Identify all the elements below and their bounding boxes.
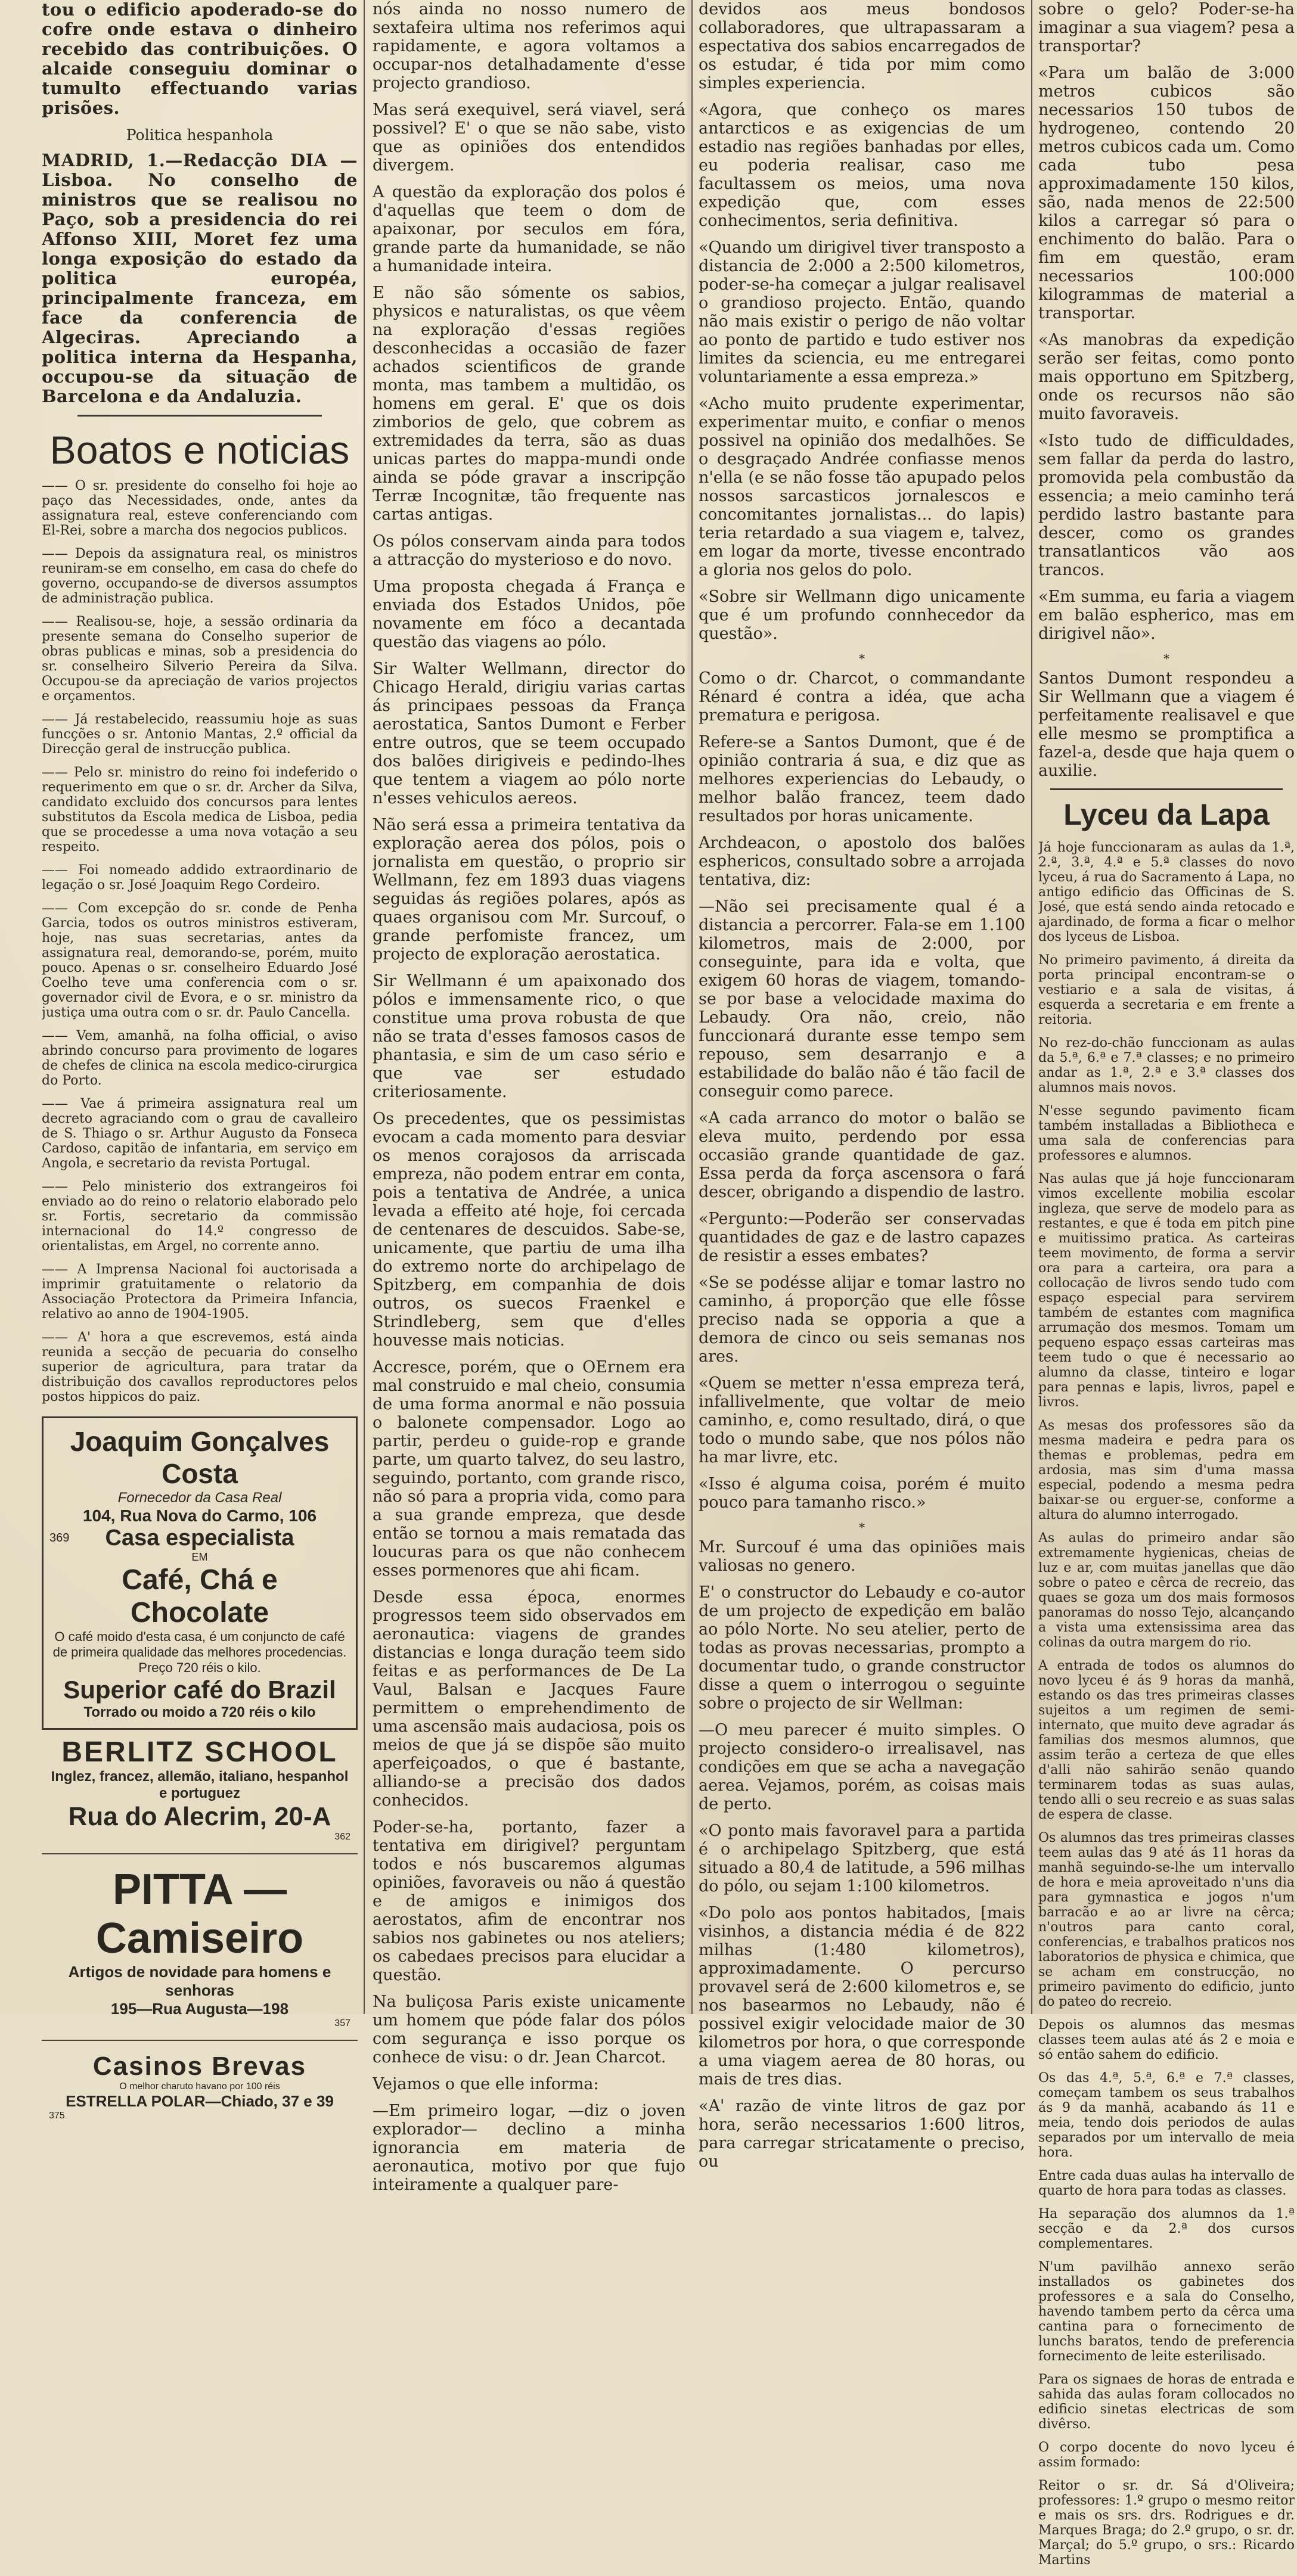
column-4 xyxy=(1038,0,1295,2576)
lyceu-paragraph: No primeiro pavimento, á direita da porta principal encontram-se o vestiario e a sala de visitas, á esquerda a secretaria e em frente a reitoria. xyxy=(1038,953,1295,1027)
lyceu-paragraph: Os das 4.ª, 5.ª, 6.ª e 7.ª classes, começam tambem os seus trabalhos ás 9 da manhã, acabando ás 11 e meia, tendo dois periodos de aulas separados por um intervallo de meia hora. xyxy=(1038,2071,1295,2160)
asterisk-divider: * xyxy=(859,651,865,666)
news-item: —— Vem, amanhã, na folha official, o aviso abrindo concurso para provimento de logares de chefes de clinica na escola medico-cirurgica do Porto. xyxy=(42,1028,358,1088)
ad-joaquim-costa xyxy=(42,1416,358,1730)
article-paragraph: Vejamos o que elle informa: xyxy=(373,2075,599,2093)
article-paragraph: —Em primeiro logar, —diz o joven explorador— declino a minha ignorancia em materia de aeronautica, motivo por que fujo inteiramente a qualquer pare- xyxy=(373,2102,685,2194)
politica-hespanhola-title: Politica hespanhola xyxy=(126,126,274,144)
article-paragraph: devidos aos meus bondosos collaboradores, que ultrapassaram a espectativa dos sabios encarregados de os estudar, é tida por mim como simples experiencia. xyxy=(699,0,1025,92)
ad-berlitz-address: Rua do Alecrim, 20-A xyxy=(68,1802,331,1831)
article-paragraph: Archdeacon, o apostolo dos balões esphericos, consultado sobre a arrojada tentativa, diz: xyxy=(699,834,1025,889)
ad-casinos-address: ESTRELLA POLAR—Chiado, 37 e 39 xyxy=(66,2092,334,2110)
lyceu-paragraph: Entre cada duas aulas ha intervallo de quarto de hora para todas as classes. xyxy=(1038,2168,1295,2198)
lyceu-paragraph: Para os signaes de horas de entrada e sahida das aulas foram collocados no edificio sinetas electricas de som divêrso. xyxy=(1038,2372,1295,2432)
news-item: —— A' hora a que escrevemos, está ainda reunida a secção de pecuaria do conselho superior de agricultura, para tratar da distribuição dos cavallos reproductores pelos postos hippicos do paiz. xyxy=(42,1330,358,1404)
lyceu-paragraph: Ha separação dos alumnos da 1.ª secção e da 2.ª dos cursos complementares. xyxy=(1038,2207,1295,2251)
lyceu-paragraph: N'um pavilhão annexo serão installados os gabinetes dos professores e a sala do Conselho, havendo tambem perto da cêrca uma cantina para o fornecimento de lunchs baratos, tendo de preferencia fornecimento de leite esterilisado. xyxy=(1038,2260,1295,2364)
news-item: —— Com excepção do sr. conde de Penha Garcia, todos os outros ministros estiveram, hoje, nas suas secretarias, antes da assignatura real, demorando-se, porém, muito pouco. Apenas o sr. conselheiro Eduardo José Coelho teve uma conferencia com o sr. governador civil de Evora, e o sr. ministro da justiça uma outra com o sr. dr. Paulo Cancella. xyxy=(42,901,358,1020)
article-paragraph: «Para um balão de 3:000 metros cubicos são necessarios 150 tubos de hydrogeneo, contendo 20 metros cubicos cada um. Como cada tubo pesa approximadamente 150 kilos, são, nada menos de 22:500 kilos a carregar só para o enchimento do balão. Para o fim em questão, eram necessarios 100:000 kilogrammas de material a transportar. xyxy=(1038,64,1295,322)
ad-costa-name: Joaquim Gonçalves Costa xyxy=(70,1426,330,1489)
lyceu-paragraph: No rez-do-chão funccionam as aulas da 5.ª, 6.ª e 7.ª classes; e no primeiro andar as 1.ª, 2.ª e 3.ª classes dos alumnos mais novos. xyxy=(1038,1036,1295,1095)
article-paragraph: «Em summa, eu faria a viagem em balão espherico, mas em dirigivel não». xyxy=(1038,588,1295,643)
lyceu-paragraph: Reitor o sr. dr. Sá d'Oliveira; professores: 1.º grupo o mesmo reitor e mais os srs. drs. Rodrigues e dr. Marques Braga; do 2.º grupo, o sr. dr. Marçal; do 5.º grupo, o srs.: Ricardo Martins xyxy=(1038,2478,1295,2568)
article-paragraph: A questão da exploração dos polos é d'aquellas que teem o dom de apaixonar, por seculos em fóra, grande parte da humanidade, se não a humanidade inteira. xyxy=(373,183,685,275)
article-paragraph: «Acho muito prudente experimentar, experimentar muito, e confiar o menos possivel na opinião dos medalhões. Se o desgraçado Andrée confiasse menos n'ella (e se não fosse tão apupado pelos nossos sarcasticos jornalescos e concomitantes jornalistas... do lapis) teria retardado a sua viagem e, talvez, em logar da morte, tivesse encontrado a gloria nos gelos do polo. xyxy=(699,394,1025,579)
column-rule-3 xyxy=(1031,0,1032,2014)
ad-pitta-address: 195—Rua Augusta—198 xyxy=(110,2000,289,2018)
lyceu-paragraph: As aulas do primeiro andar são extremamente hygienicas, cheias de luz e ar, com muitas janellas que dão sobre o pateo e cêrca de recreio, das quaes se goza um dos mais formosos panoramas do nosso Tejo, alcançando a vista uma extensissima area das colinas da outra margem do rio. xyxy=(1038,1531,1295,1650)
article-paragraph: Como o dr. Charcot, o commandante Rénard é contra a idéa, que acha prematura e perigosa. xyxy=(699,669,1025,725)
ad-berlitz-name: BERLITZ SCHOOL xyxy=(61,1736,338,1768)
ad-pitta xyxy=(42,1859,358,2035)
ad-costa-superior: Superior café do Brazil xyxy=(63,1676,336,1704)
ad-berlitz-number: 362 xyxy=(334,1832,350,1842)
column-3 xyxy=(699,0,1025,2179)
lyceu-paragraph: Nas aulas que já hoje funccionaram vimos excellente mobilia escolar ingleza, que serve de modelo para as restantes, e que é toda em pitch pine e muitissimo pratica. As carteiras teem movimento, de forma a servir ora para a carteira, ora para a collocação de livros sendo tudo com espaço especial para servirem também de estantes com magnifica arrumação dos mesmos. Tomam um pequeno espaço essas carteiras mas teem tudo o que é necessario ao alumno da classe, tinteiro e logar para pennas e lapis, livros, papel e livros. xyxy=(1038,1172,1295,1410)
lyceu-paragraph: Os alumnos das tres primeiras classes teem aulas das 9 até ás 11 horas da manhã seguindo-se-lhe um intervallo de hora e meia aproveitado n'uns dia para gymnastica e jogos n'um barracão e ao ar livre na cêrca; n'outros para canto coral, conferencias, e trabalhos praticos nos laboratorios de physica e chimica, que se acham em construcção, no primeiro pavimento do edificio, junto do pateo do recreio. xyxy=(1038,1831,1295,2009)
article-paragraph: E não são sómente os sabios, physicos e naturalistas, os que vêem na exploração d'essas regiões desconhecidas a occasião de fazer achados scientificos de grande monta, mas tambem a multidão, os homens em geral. E' que os dois zimborios de gelo, que cobrem as extremidades da terra, são as duas unicas partes do mappa-mundi onde ainda se póde gravar a inscripção Terræ Incognitæ, tão frequente nas cartas antigas. xyxy=(373,284,685,524)
ad-pitta-number: 357 xyxy=(334,2018,350,2028)
lyceu-da-lapa-heading: Lyceu da Lapa xyxy=(1063,798,1270,831)
article-paragraph: Refere-se a Santos Dumont, que é de opinião contraria á sua, e diz que as melhores experiencias do Lebaudy, o melhor balão francez, teem dado resultados por horas unicamente. xyxy=(699,733,1025,825)
article-paragraph: «Sobre sir Wellmann digo unicamente que é um profundo connhecedor da questão». xyxy=(699,588,1025,643)
article-paragraph: —O meu parecer é muito simples. O projecto considero-o irrealisavel, nas condições em que se acha a navegação aerea. Vejamos, porém, as coisas mais de perto. xyxy=(699,1721,1025,1813)
column-rule-2 xyxy=(691,0,693,2014)
asterisk-divider: * xyxy=(1163,651,1169,666)
asterisk-divider: * xyxy=(859,1520,865,1534)
ad-costa-address: 104, Rua Nova do Carmo, 106 xyxy=(82,1506,317,1525)
article-paragraph: Na buliçosa Paris existe unicamente um homem que póde falar dos pólos com segurança e isso porque os conhece de visu: o dr. Jean Charcot. xyxy=(373,1993,685,2067)
boatos-e-noticias-heading: Boatos e noticias xyxy=(49,428,350,472)
article-paragraph: Os pólos conservam ainda para todos a attracção do mysterioso e do novo. xyxy=(373,532,685,569)
article-paragraph: nós ainda no nosso numero de sextafeira ultima nos referimos aqui rapidamente, e agora voltamos a occupar-nos detalhadamente d'esse projecto grandioso. xyxy=(373,0,685,92)
lyceu-paragraph: N'esse segundo pavimento ficam também installadas a Bibliotheca e uma sala de conferencias para professores e alumnos. xyxy=(1038,1104,1295,1163)
top-news-text: tou o edificio apoderado-se do cofre onde estava o dinheiro recebido das contribuições. O alcaide conseguiu dominar o tumulto effectuando varias prisões. xyxy=(42,0,358,118)
article-paragraph: «Quando um dirigivel tiver transposto a distancia de 2:000 a 2:500 kilometros, poder-se-ha começar a julgar realisavel o grandioso projecto. Então, quando não mais existir o perigo de não voltar ao ponto de partido e tudo estiver nos limites da sciencia, eu me entregarei voluntariamente a essa empreza.» xyxy=(699,238,1025,386)
article-paragraph: Sir Walter Wellmann, director do Chicago Herald, dirigiu varias cartas ás principaes pessoas da França aerostatica, Santos Dumont e Ferber entre outros, que se teem occupado dos balões dirigiveis e pedindo-lhes que tentem a viagem ao pólo norte n'esses vehiculos aereos. xyxy=(373,660,685,807)
lyceu-paragraph: As mesas dos professores são da mesma madeira e pedra para os themas e problemas, pedra em ardosia, mas sim d'uma massa especial, podendo a mesma pedra baixar-se ou erguer-se, conforme a altura do alumno interrogado. xyxy=(1038,1418,1295,1522)
news-item: —— Pelo ministerio dos extrangeiros foi enviado ao do reino o relatorio elaborado pelo sr. Fortis, secretario da commissão internacional do 14.º congresso de orientalistas, em Argel, no corrente anno. xyxy=(42,1179,358,1254)
ad-costa-em: EM xyxy=(191,1551,208,1563)
article-paragraph: «As manobras da expedição serão ser feitas, como ponto mais opportuno em Spitzberg, onde os recursos não são muito favoraveis. xyxy=(1038,331,1295,423)
ad-berlitz-langs: Inglez, francez, allemão, italiano, hespanhol e portuguez xyxy=(51,1769,349,1801)
news-item: —— A Imprensa Nacional foi auctorisada a imprimir gratuitamente o relatorio da Associação Protectora da Primeira Infancia, relativo ao anno de 1904-1905. xyxy=(42,1262,358,1322)
news-item: —— Já restabelecido, reassumiu hoje as suas funcções o sr. Antonio Mantas, 2.º official da Direcção geral de instrucção publica. xyxy=(42,712,358,757)
ad-divider xyxy=(42,1853,358,1854)
article-paragraph: Mr. Surcouf é uma das opiniões mais valiosas no genero. xyxy=(699,1538,1025,1575)
article-paragraph: Santos Dumont respondeu a Sir Wellmann que a viagem é perfeitamente realisavel e que elle mesmo se promptifica a fazel-a, desde que haja quem o auxilie. xyxy=(1038,669,1295,780)
lyceu-paragraph: A entrada de todos os alumnos do novo lyceu é ás 9 horas da manhã, estando os das tres primeiras classes sujeitos a um regimen de semi-internato, que muito deve agradar ás familias dos mesmos alumnos, que assim terão a certeza de que elles d'alli não sahirão senão quando terminarem todas as suas aulas, tendo alli o seu recreio e as suas salas de espera de classe. xyxy=(1038,1658,1295,1822)
lyceu-paragraph: Depois os alumnos das mesmas classes teem aulas até ás 2 e moia e só então sahem do edificio. xyxy=(1038,2018,1295,2062)
section-separator xyxy=(77,415,322,417)
article-paragraph: Poder-se-ha, portanto, fazer a tentativa em dirigivel? perguntam todos e nós buscaremos algumas opiniões, favoraveis ou não á questão e de amigos e inimigos dos aerostatos, afim de encontrar nos sabios nos gabinetes ou nos ateliers; os cabedaes precisos para elucidar a questão. xyxy=(373,1818,685,1984)
ad-casinos xyxy=(42,2046,358,2127)
article-paragraph: sobre o gelo? Poder-se-ha imaginar a sua viagem? pesa a transportar? xyxy=(1038,0,1295,55)
ad-pitta-sub: Artigos de novidade para homens e senhoras xyxy=(68,1963,331,1999)
article-paragraph: Não será essa a primeira tentativa da exploração aerea dos pólos, pois o jornalista em questão, o proprio sir Wellmann, fez em 1893 duas viagens seguidas ás regiões polares, após as quaes organisou com Mr. Surcouf, o grande perfomiste francez, um projecto de exploração aerostatica. xyxy=(373,816,685,964)
article-paragraph: «O ponto mais favoravel para a partida é o archipelago Spitzberg, que está situado a 80,4 de latitude, a 596 milhas do pólo, ou sejam 1:100 kilometros. xyxy=(699,1822,1025,1896)
article-paragraph: Accresce, porém, que o OErnem era mal construido e mal cheio, consumia de uma forma anormal e não possuia o balonete compensador. Logo ao partir, perdeu o guide-rop e grande parte, um quarto talvez, do seu lastro, seguindo, portanto, com grande risco, não só para a propria vida, como para a sua grande empreza, que desde então se tornou a mais rematada das loucuras para os que não conhecem esses pormenores que ahi ficam. xyxy=(373,1358,685,1580)
article-paragraph: «A cada arranco do motor o balão se eleva muito, perdendo por essa occasião grande quantidade de gaz. Essa perda da força ascensora o fará descer, obrigando a dispendio de lastro. xyxy=(699,1109,1025,1201)
article-paragraph: «Pergunto:—Poderão ser conservadas quantidades de gaz e de lastro capazes de resistir a esses embates? xyxy=(699,1210,1025,1265)
ad-casinos-name: Casinos Brevas xyxy=(92,2052,307,2081)
article-paragraph: «Do polo aos pontos habitados, [mais visinhos, a distancia média é de 822 milhas (1:480 kilometros), approximadamente. O percurso provavel será de 2:600 kilometros e, se nos basearmos no Lebaudy, não é possivel exigir velocidade maior de 30 kilometros por hora, o que corresponde a uma viagem aerea de 80 horas, ou mais de tres dias. xyxy=(699,1904,1025,2089)
ad-costa-number: 369 xyxy=(49,1531,70,1545)
ad-pitta-name: PITTA — Camiseiro xyxy=(95,1866,304,1962)
article-paragraph: E' o constructor do Lebaudy e co-autor de um projecto de expedição em balão ao pólo Norte. No seu atelier, perto de todas as provas necessarias, prompto a documentar tudo, o grande constructor disse a quem o interrogou o seguinte sobre o projecto de sir Wellman: xyxy=(699,1583,1025,1713)
madrid-news-text: MADRID, 1.—Redacção DIA —Lisboa. No conselho de ministros que se realisou no Paço, sob a presidencia do rei Affonso XIII, Moret fez uma longa exposição do estado da politica européa, principalmente franceza, em face da conferencia de Algeciras. Apreciando a politica interna da Hespanha, occupou-se da situação de Barcelona e da Andaluzia. xyxy=(42,150,358,406)
article-paragraph: Sir Wellmann é um apaixonado dos pólos e immensamente rico, o que constitue uma prova robusta de que não se trata d'esses famosos casos de phantasia, e sim de um caso sério e que vae ser estudado criteriosamente. xyxy=(373,972,685,1101)
ad-divider xyxy=(42,2040,358,2041)
column-2 xyxy=(373,0,685,2202)
ad-costa-products: Café, Chá e Chocolate xyxy=(122,1564,278,1629)
article-paragraph: —Não sei precisamente qual é a distancia a percorrer. Fala-se em 1.100 kilometros, mais de 2:000, por conseguinte, para ida e volta, que exigem 60 horas de viagem, tomando-se por base a velocidade maxima do Lebaudy. Ora não, creio, não funccionará durante esse tempo sem repouso, sem desarranjo e a estabilidade do balão não é tão facil de conseguir como parece. xyxy=(699,897,1025,1101)
column-rule-1 xyxy=(364,0,365,2014)
lyceu-paragraph: Já hoje funccionaram as aulas da 1.ª, 2.ª, 3.ª, 4.ª e 5.ª classes do novo lyceu, á rua do Sacramento á Lapa, no antigo edificio das Officinas de S. José, que está sendo ainda retocado e ajardinado, de forma a ficar o melhor dos lyceus de Lisboa. xyxy=(1038,840,1295,944)
news-item: —— Pelo sr. ministro do reino foi indeferido o requerimento em que o sr. dr. Archer da Silva, candidato excluido dos concursos para lentes substitutos da Escola medica de Lisboa, pedia que se procedesse a uma nova votação a seu respeito. xyxy=(42,765,358,854)
lyceu-paragraph: O corpo docente do novo lyceu é assim formado: xyxy=(1038,2440,1295,2470)
article-paragraph: «Agora, que conheço os mares antarcticos e as exigencias de um estadio nas regiões banhadas por elles, eu poderia realisar, caso me facultassem os meios, uma nova expedição que, com esses conhecimentos, seria definitiva. xyxy=(699,101,1025,230)
article-paragraph: Os precedentes, que os pessimistas evocam a cada momento para desviar os menos corajosos da arriscada empreza, não podem entrar em conta, pois a tentativa de Andrée, a unica levada a effeito até hoje, foi cercada de centenares de descuidos. Sabe-se, unicamente, que partiu de uma ilha do extremo norte do archipelago de Spitzberg, em companhia de dois outros, os suecos Fraenkel e Strindleberg, sem que d'elles houvesse mais noticias. xyxy=(373,1110,685,1350)
ad-berlitz xyxy=(42,1730,358,1848)
article-paragraph: Uma proposta chegada á França e enviada dos Estados Unidos, põe novamente em fóco a decantada questão das viagens ao pólo. xyxy=(373,577,685,651)
article-paragraph: «A' razão de vinte litros de gaz por hora, serão necessarios 1:600 litros, para carregar stricatamente o preciso, ou xyxy=(699,2097,1025,2171)
section-separator xyxy=(1050,788,1283,790)
article-paragraph: «Isso é alguma coisa, porém é muito pouco para tamanho risco.» xyxy=(699,1475,1025,1512)
article-paragraph: Mas será exequivel, será viavel, será possivel? E' o que se não sabe, visto que as opiniões dos entendidos divergem. xyxy=(373,101,685,175)
ad-casinos-sub: O melhor charuto havano por 100 réis xyxy=(119,2081,280,2092)
boatos-list xyxy=(42,478,358,1404)
news-item: —— Vae á primeira assignatura real um decreto agraciando com o grau de cavalleiro de S. Thiago o sr. Arthur Augusto da Fonseca Cardoso, capitão de infantaria, em serviço em Angola, e secretario da revista Portugal. xyxy=(42,1096,358,1171)
ad-costa-torrado: Torrado ou moido a 720 réis o kilo xyxy=(83,1704,316,1720)
article-paragraph: «Isto tudo de difficuldades, sem fallar da perda do lastro, promovida pela combustão da essencia; a meio caminho terá perdido lastro bastante para descer, como os grandes transatlanticos vão aos trancos. xyxy=(1038,431,1295,579)
ad-casinos-number: 375 xyxy=(49,2111,65,2121)
ad-costa-subtitle: Fornecedor da Casa Real xyxy=(117,1490,282,1506)
news-item: —— O sr. presidente do conselho foi hoje ao paço das Necessidades, onde, antes da assignatura real, esteve conferenciando com El-Rei, sobre a marcha dos negocios publicos. xyxy=(42,478,358,538)
news-item: —— Realisou-se, hoje, a sessão ordinaria da presente semana do Conselho superior de obras publicas e minas, sob a presidencia do sr. conselheiro Silverio Pereira da Silva. Occupou-se da apreciação de varios projectos e orçamentos. xyxy=(42,614,358,704)
ad-costa-special: Casa especialista xyxy=(105,1525,294,1550)
column-1 xyxy=(42,0,358,2127)
article-paragraph: Desde essa época, enormes progressos teem sido observados em aeronautica: viagens de grandes distancias e longa duração teem sido feitas e as performances de De La Vaul, Balsan e Jacques Faure permittem o emprehendimento de uma ascensão mais audaciosa, pois os meios de que já se dispõe são muito aperfeiçoados, o que é bastante, alliando-se a precisão dos dados conhecidos. xyxy=(373,1588,685,1810)
article-paragraph: «Quem se metter n'essa empreza terá, infallivelmente, que voltar de meio caminho, e, como resultado, dirá, o que todo o mundo sabe, que nos pólos não ha mar livre, etc. xyxy=(699,1374,1025,1466)
news-item: —— Depois da assignatura real, os ministros reuniram-se em conselho, em casa do chefe do governo, occupando-se de diversos assumptos de administração publica. xyxy=(42,546,358,606)
article-paragraph: «Se se podésse alijar e tomar lastro no caminho, á proporção que elle fôsse preciso nada se opporia a que a demora de cinco ou seis semanas nos ares. xyxy=(699,1273,1025,1366)
ad-costa-desc: O café moido d'esta casa, é um conjuncto de café de primeira qualidade das melhores procedencias. Preço 720 réis o kilo. xyxy=(52,1629,347,1675)
news-item: —— Foi nomeado addido extraordinario de legação o sr. José Joaquim Rego Cordeiro. xyxy=(42,863,358,893)
